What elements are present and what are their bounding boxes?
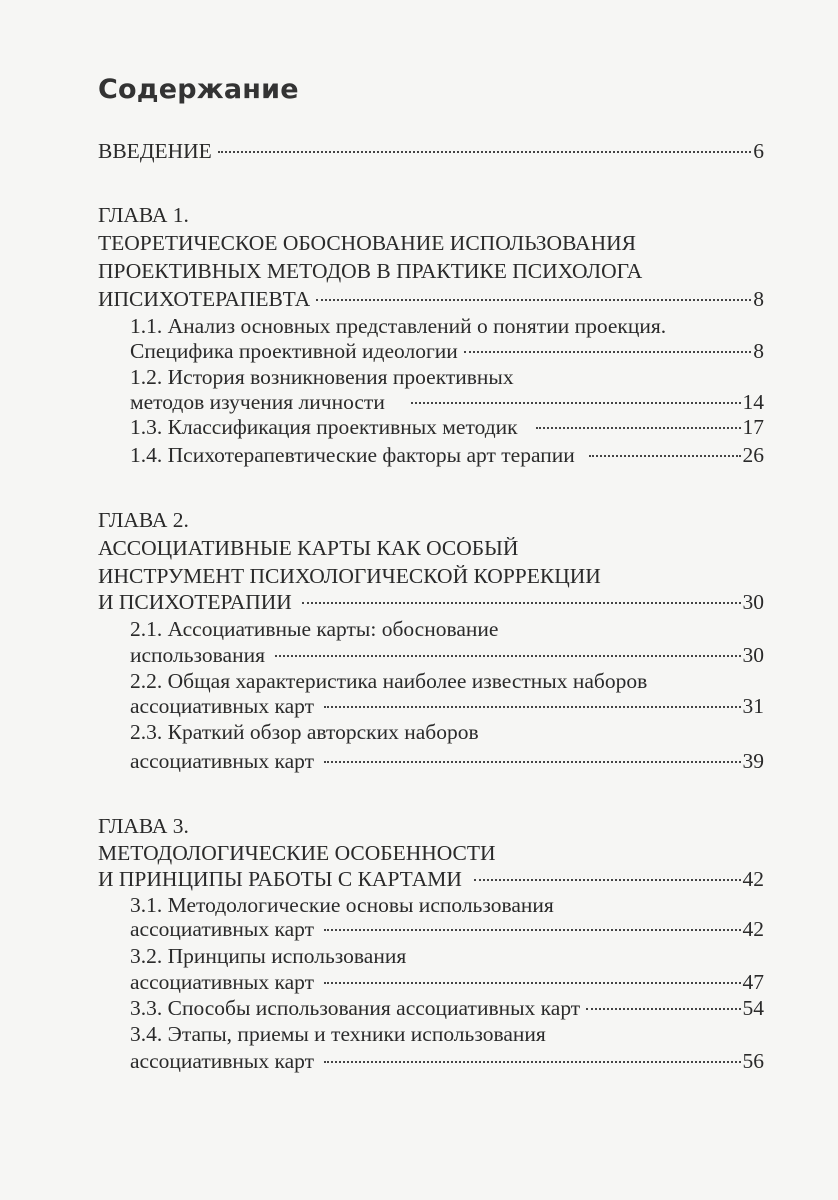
- toc-entry-text: ассоциативных карт: [130, 970, 315, 994]
- page-title: Содержание: [98, 74, 299, 105]
- section-line: 3.4. Этапы, приемы и техники использования: [130, 1022, 546, 1046]
- toc-page-number: 56: [742, 1049, 764, 1073]
- chapter-label: ГЛАВА 3.: [98, 814, 189, 838]
- chapter-title-line: ИНСТРУМЕНТ ПСИХОЛОГИЧЕСКОЙ КОРРЕКЦИИ: [98, 564, 601, 588]
- toc-entry-text: И ПРИНЦИПЫ РАБОТЫ С КАРТАМИ: [98, 867, 462, 891]
- section-line: 1.2. История возникновения проективных: [130, 365, 514, 389]
- toc-entry-text: 3.3. Способы использования ассоциативных карт: [130, 996, 581, 1020]
- toc-entry-chapter: [98, 587, 764, 617]
- leader-dots: [302, 602, 741, 604]
- toc-page-number: 39: [742, 749, 764, 773]
- toc-entry-text: ИПСИХОТЕРАПЕВТА: [98, 287, 311, 311]
- leader-dots: [324, 761, 740, 763]
- toc-page-number: 30: [742, 590, 764, 614]
- toc-page-number: 31: [742, 694, 764, 718]
- toc-entry-section: [130, 1046, 764, 1076]
- toc-entry-section: [130, 440, 764, 470]
- section-line: 3.2. Принципы использования: [130, 944, 407, 968]
- leader-dots: [464, 351, 751, 353]
- section-line: 3.1. Методологические основы использования: [130, 893, 554, 917]
- toc-entry-text: 1.4. Психотерапевтические факторы арт терапии: [130, 443, 575, 467]
- leader-dots: [589, 455, 741, 457]
- chapter-title-line: ПРОЕКТИВНЫХ МЕТОДОВ В ПРАКТИКЕ ПСИХОЛОГА: [98, 259, 643, 283]
- toc-page-number: 6: [753, 139, 764, 163]
- toc-entry-text: ассоциативных карт: [130, 749, 315, 773]
- toc-entry-text: использования: [130, 643, 265, 667]
- leader-dots: [324, 982, 740, 984]
- toc-page-number: 26: [742, 443, 764, 467]
- chapter-title-line: МЕТОДОЛОГИЧЕСКИЕ ОСОБЕННОСТИ: [98, 841, 496, 865]
- toc-page-number: 30: [742, 643, 764, 667]
- chapter-label: ГЛАВА 1.: [98, 203, 189, 227]
- leader-dots: [324, 706, 740, 708]
- toc-entry-text: 1.3. Классификация проективных методик: [130, 415, 518, 439]
- leader-dots: [324, 1061, 740, 1063]
- leader-dots: [324, 929, 740, 931]
- chapter-label: ГЛАВА 2.: [98, 508, 189, 532]
- toc-entry-section: [130, 746, 764, 776]
- toc-page-number: 42: [742, 917, 764, 941]
- toc-page-number: 14: [742, 390, 764, 414]
- section-line: 1.1. Анализ основных представлений о понятии проекция.: [130, 314, 667, 338]
- toc-entry-text: ассоциативных карт: [130, 694, 315, 718]
- chapter-title-line: АССОЦИАТИВНЫЕ КАРТЫ КАК ОСОБЫЙ: [98, 536, 519, 560]
- toc-page-number: 54: [742, 996, 764, 1020]
- section-line: 2.3. Краткий обзор авторских наборов: [130, 720, 479, 744]
- leader-dots: [536, 427, 741, 429]
- toc-page-number: 42: [742, 867, 764, 891]
- toc-entry-text: методов изучения личности: [130, 390, 385, 414]
- leader-dots: [218, 151, 751, 153]
- toc-page-number: 17: [742, 415, 764, 439]
- leader-dots: [411, 402, 741, 404]
- leader-dots: [275, 655, 741, 657]
- toc-entry-chapter: [98, 284, 764, 314]
- section-line: 2.2. Общая характеристика наиболее известных наборов: [130, 669, 648, 693]
- toc-entry-section: [130, 914, 764, 944]
- leader-dots: [586, 1008, 740, 1010]
- toc-page-number: 8: [753, 339, 764, 363]
- section-line: 2.1. Ассоциативные карты: обоснование: [130, 617, 499, 641]
- toc-entry-text: И ПСИХОТЕРАПИИ: [98, 590, 292, 614]
- chapter-title-line: ТЕОРЕТИЧЕСКОЕ ОБОСНОВАНИЕ ИСПОЛЬЗОВАНИЯ: [98, 231, 636, 255]
- toc-entry-intro: [98, 136, 764, 166]
- toc-entry-text: Специфика проективной идеологии: [130, 339, 458, 363]
- leader-dots: [474, 879, 741, 881]
- toc-page-number: 8: [753, 287, 764, 311]
- toc-entry-text: ассоциативных карт: [130, 1049, 315, 1073]
- leader-dots: [316, 299, 751, 301]
- toc-entry-text: ВВЕДЕНИЕ: [98, 139, 212, 163]
- toc-entry-text: ассоциативных карт: [130, 917, 315, 941]
- toc-entry-section: [130, 412, 764, 442]
- toc-page-number: 47: [742, 970, 764, 994]
